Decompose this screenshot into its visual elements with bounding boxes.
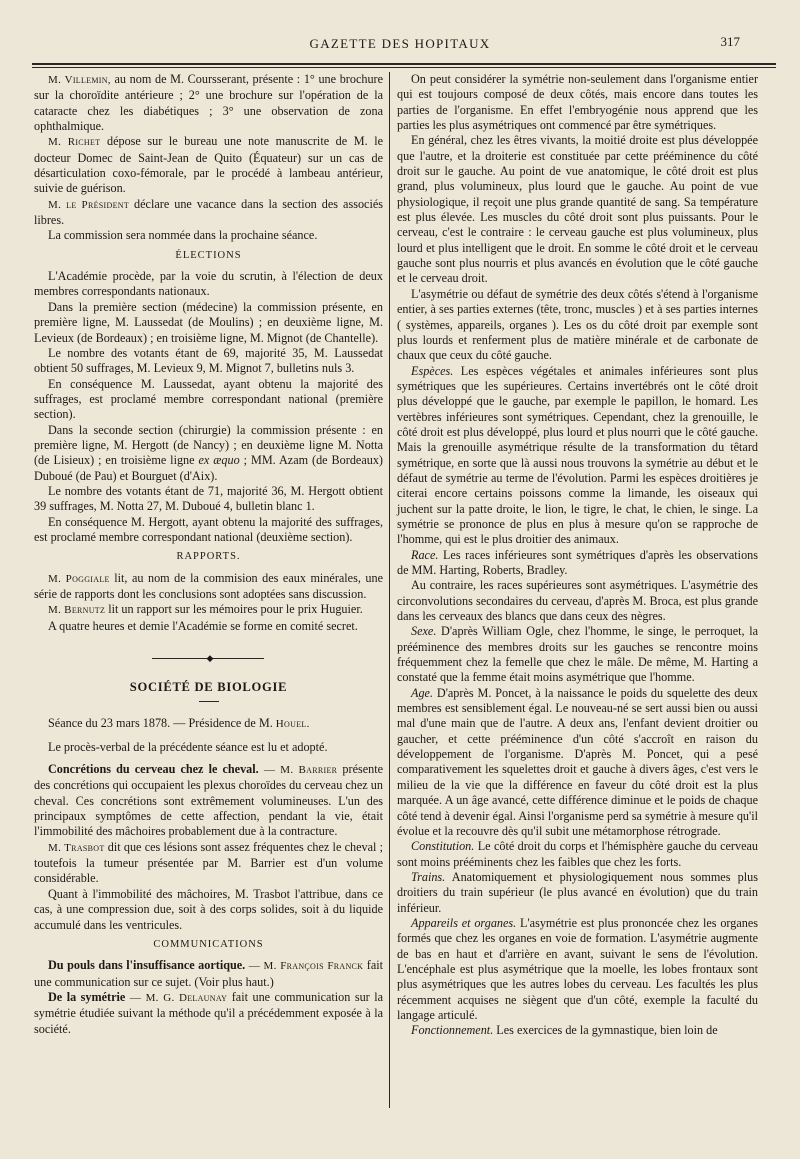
paragraph: En général, chez les êtres vivants, la moitié droite est plus développée que l'autre, et la droiterie est constituée par cette prééminence du côté droit sur le gauche. Au point de vue anatomique, le côté droit est plus grand, plus volumineux, plus lourd que le gauche. Au point de vue physiologique, il reçoit une plus grande quantité de sang. Sa température est plus élevée. Les muscles du côté droit sont plus puissants. Pour le cerveau, c'est le contraire : le cerveau gauche est plus volumineux, plus lourd et plus intelligent que le droit. En somme le côté droit et le cerveau gauche sont plus nourris et plus avancés en évolution que le côté gauche et le cerveau droit. [397, 133, 758, 286]
paragraph: M. Trasbot dit que ces lésions sont assez fréquentes chez le cheval ; toutefois la tumeur présentée par M. Barrier est d'un volume considérable. [34, 839, 383, 886]
paragraph: Fonctionnement. Les exercices de la gymnastique, bien loin de [411, 1023, 718, 1038]
paragraph: Espèces. Les espèces végétales et animales inférieures sont plus symétriques que les supérieures. Certains invertébrés ont le côté droit plus développé que le gauche, par exemple le papillon, le homard. Les vertèbres inférieures sont symétriques. Cependant, chez la grenouille, le côté droit est plus développé, plus lourd et plus nourri que le côté gauche. Mais la grenouille asymétrique résulte de la transformation du têtard symétrique, en sorte que là aussi nous trouvons la symétrie au début et le défaut de symétrie au terme de l'évolution. Parmi les espèces droitières je citerai encore certains poissons comme la limande, les oiseaux qui juchent sur la patte droite, le lion, le tigre, le chat, le chien, le singe. La symétrie se prononce de plus en plus à mesure qu'on se rapproche de l'homme, qui est le plus droitier des animaux. [397, 363, 758, 547]
journal-title: GAZETTE DES HOPITAUX [309, 36, 491, 51]
ornament-diamond-icon: ◆ [206, 653, 214, 664]
header-rule-thin [32, 67, 776, 68]
topic-label: Trains. [411, 869, 446, 884]
paragraph: Constitution. Le côté droit du corps et l'hémisphère gauche du cerveau sont moins prééminents chez les faibles que chez les forts. [397, 839, 758, 869]
left-column [34, 72, 383, 1037]
paragraph: M. Villemin, au nom de M. Coursserant, présente : 1° une brochure sur la choroïdite antérieure ; 2° une brochure sur l'opération de la cataracte chez les diabétiques ; 3° une observation de zona ophthalmique. [34, 72, 384, 134]
paragraph: Le nombre des votants étant de 71, majorité 36, M. Hergott obtient 39 suffrages, M. Notta 27, M. Duboué 4, bulletin blanc 1. [34, 483, 383, 514]
section-heading-rapports: RAPPORTS. [176, 551, 241, 563]
article-title: Du pouls dans l'insuffisance aortique. [48, 958, 246, 973]
topic-label: Espèces. [411, 363, 454, 378]
paragraph: De la symétrie — M. G. Delaunay fait une communication sur la symétrie étudiée suivant la méthode qu'il a précédemment exposée à la société. [34, 989, 384, 1036]
page-header [0, 28, 800, 60]
section-separator [34, 648, 383, 670]
speaker-name: M. Bernutz [48, 604, 106, 617]
paragraph: M. Richet dépose sur le bureau une note manuscrite de M. le docteur Domec de Saint-Jean de Quito (Équateur) sur un cas de désarticulation coxo-fémorale, par le procédé à lambeau antérieur, suivie de guérison. [34, 134, 383, 196]
paragraph: En conséquence M. Laussedat, ayant obtenu la majorité des suffrages, est proclamé membre correspondant national (première section). [34, 376, 383, 422]
right-column [397, 72, 758, 1039]
paragraph: M. Bernutz lit un rapport sur les mémoires pour le prix Huguier. [48, 602, 363, 617]
paragraph: Quant à l'immobilité des mâchoires, M. Trasbot l'attribue, dans ce cas, à une compression due, soit à des corps solides, soit à du liquide accumulé dans les ventricules. [34, 886, 383, 932]
paragraph: Le procès-verbal de la précédente séance est lu et adopté. [48, 739, 328, 754]
speaker-name: M. Poggiale [48, 572, 110, 585]
paragraph: M. Poggiale lit, au nom de la commision des eaux minérales, une série de rapports dont les conclusions sont adoptées sans discussion. [34, 570, 383, 601]
society-heading: SOCIÉTÉ DE BIOLOGIE [129, 680, 288, 695]
paragraph: Age. D'après M. Poncet, à la naissance le poids du squelette des deux membres est sensiblement égal. Le nouveau-né se sert aussi bien ou aussi mal d'une main que de l'autre. A deux ans, l'enfant devient droitier ou gaucher, et cette prééminence d'un côté s'accroît en raison du développement de l'organisme. D'après M. Poncet, qui a pesé comparativement les squelettes droit et gauche à divers âges, c'est vers le milieu de la vie que la différence en faveur du côté droit est la plus marquée. A un âge avancé, cette différence diminue et le poids de chaque côté tend à devenir égal. Ainsi l'organisme perd sa symétrie à mesure qu'il évolue et la recouvre dès qu'il subit une métamorphose rétrograde. [397, 685, 758, 838]
section-heading-communications: COMMUNICATIONS [153, 938, 264, 950]
paragraph: Au contraire, les races supérieures sont asymétriques. L'asymétrie des circonvolutions secondaires du cerveau, d'après M. Broca, est plus grande dans les cerveaux des blancs que dans ceux des nègres. [397, 578, 758, 624]
paragraph: A quatre heures et demie l'Académie se forme en comité secret. [48, 618, 358, 633]
paragraph: On peut considérer la symétrie non-seulement dans l'organisme entier qui est toujours composé de deux côtés, mais encore dans toutes les parties de l'organisme. En effet l'embryogénie nous apprend que les parties les plus asymétriques ont commencé par être symétriques. [397, 72, 758, 133]
paragraph: Le nombre des votants étant de 69, majorité 35, M. Laussedat obtient 50 suffrages, M. Levieux 9, M. Mignot 7, bulletins nuls 3. [34, 345, 383, 376]
article-title: Concrétions du cerveau chez le cheval. [48, 762, 259, 777]
paragraph: Dans la seconde section (chirurgie) la commission présente : en première ligne, M. Hergott (de Nancy) ; en deuxième ligne M. Notta (de Lisieux) ; en troisième ligne ex æquo ; MM. Azam (de Bordeaux) Duboué (de Pau) et Bourguet (d'Aix). [34, 422, 383, 483]
page-number: 317 [720, 34, 740, 49]
article-title: De la symétrie [48, 989, 126, 1004]
topic-label: Race. [411, 547, 439, 562]
speaker-name: M. le Président [48, 198, 130, 211]
paragraph: Concrétions du cerveau chez le cheval. — M. Barrier présente des concrétions qui occupaient les plexus choroïdes du cerveau chez un cheval. Ces concrétions sont extrêmement volumineuses. L'un des principaux symptômes de cette affection, pendant la vie, était l'immobilité des mâchoires probablement due à la contracture. [34, 762, 384, 839]
paragraph: La commission sera nommée dans la prochaine séance. [48, 228, 318, 243]
topic-label: Appareils et organes. [411, 915, 517, 930]
topic-label: Constitution. [411, 839, 475, 854]
column-divider [389, 72, 390, 1108]
topic-label: Sexe. [411, 624, 437, 639]
speaker-name: M. Richet [48, 136, 101, 149]
paragraph: L'Académie procède, par la voie du scrutin, à l'élection de deux membres correspondants nationaux. [34, 269, 383, 299]
short-rule [199, 701, 219, 702]
paragraph: Race. Les races inférieures sont symétriques d'après les observations de MM. Harting, Roberts, Bradley. [397, 547, 758, 577]
session-line: Séance du 23 mars 1878. — Présidence de M. Houel. [48, 716, 310, 731]
header-rule-thick [32, 63, 776, 65]
paragraph: En conséquence M. Hergott, ayant obtenu la majorité des suffrages, est proclamé membre correspondant national (deuxième section). [34, 514, 383, 544]
section-heading-elections: ÉLECTIONS [175, 249, 242, 261]
paragraph: L'asymétrie ou défaut de symétrie des deux côtés s'étend à l'organisme entier, à ses parties externes (tête, tronc, muscles ) et à ses parties internes ( systèmes, appareils, organes ). Les os du côté droit par exemple sont plus lourds et renferment plus de matière minérale et de carbonate de chaux que ceux du côté gauche. [397, 286, 758, 363]
topic-label: Fonctionnement. [411, 1023, 494, 1038]
paragraph: Trains. Anatomiquement et physiologiquement nous sommes plus droitiers du train supérieur (le plus avancé en évolution) que du train inférieur. [397, 869, 758, 915]
paragraph: M. le Président déclare une vacance dans la section des associés libres. [34, 196, 383, 228]
paragraph: Sexe. D'après William Ogle, chez l'homme, le singe, le perroquet, la prééminence des membres droits sur les gauches se rencontre moins fréquemment chez la femelle que chez le mâle. De même, M. Harting a constaté que la femme était moins asymétrique que l'homme. [397, 624, 758, 685]
paragraph: Dans la première section (médecine) la commission présente, en première ligne, M. Laussedat (de Moulins) ; en deuxième ligne, M. Levieux (de Bordeaux) ; en troisième ligne, M. Mignot (de Chantelle). [34, 299, 383, 345]
topic-label: Age. [411, 685, 433, 700]
paragraph: Du pouls dans l'insuffisance aortique. — M. François Franck fait une communication sur ce sujet. (Voir plus haut.) [34, 958, 384, 989]
speaker-name: M. Trasbot [48, 841, 105, 854]
speaker-name: M. Villemin, [48, 74, 111, 86]
paragraph: Appareils et organes. L'asymétrie est plus prononcée chez les organes formés que chez les organes en voie de formation. L'asymétrie augmente de bas en haut et d'arrière en avant, suivant le sens de l'évolution. L'encéphale est plus asymétrique que la moelle, les lobes frontaux sont plus asymétriques que les autres lobes du cerveau. Les facultés les plus récemment acquises ne siègent que d'un côté, exemple la faculté du langage articulé. [397, 915, 759, 1022]
